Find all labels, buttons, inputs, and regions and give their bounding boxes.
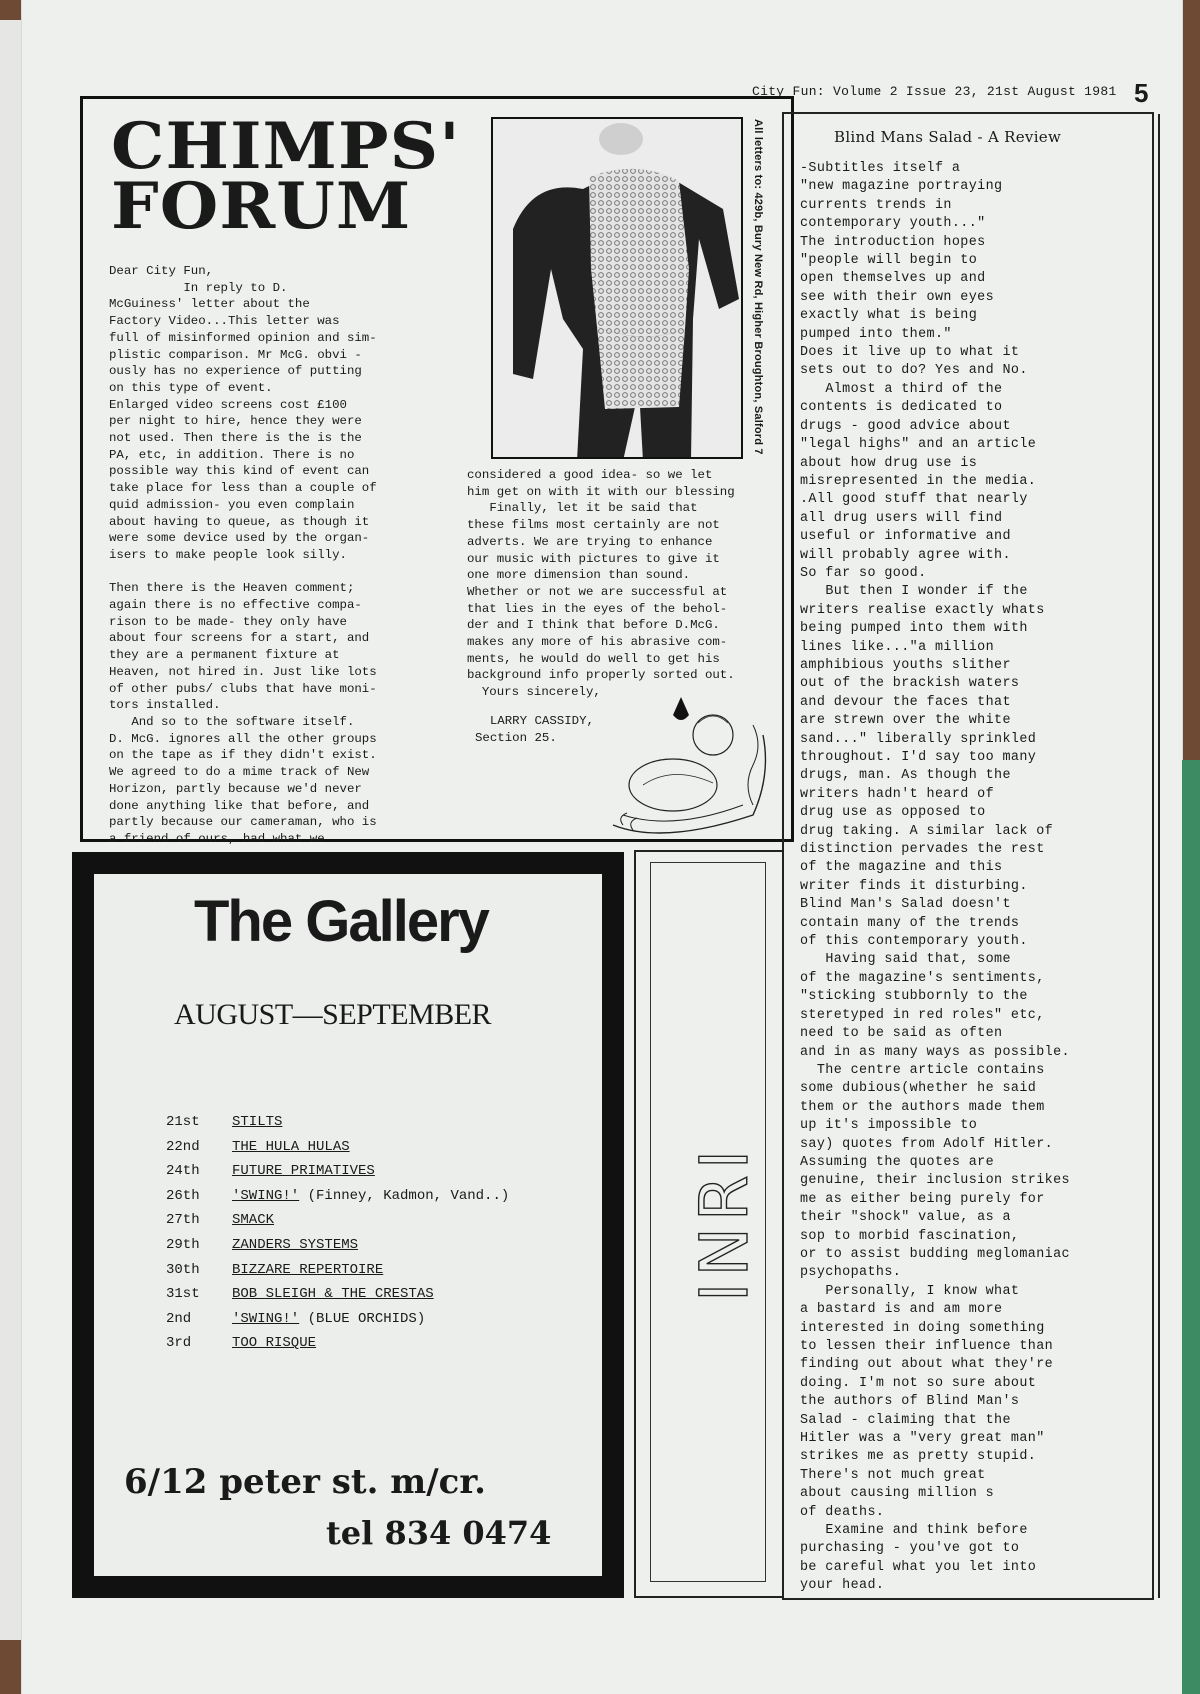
- listing-date: 31st: [166, 1286, 200, 1303]
- listing-row: [166, 1282, 509, 1307]
- gallery-advert: [72, 852, 624, 1598]
- listing-row: [166, 1110, 509, 1135]
- forum-title: [111, 109, 461, 244]
- green-background-edge: [1182, 760, 1200, 1694]
- chimps-forum-box: [80, 96, 794, 846]
- listing-row: [166, 1331, 509, 1356]
- listing-note: (Finney, Kadmon, Vand..): [299, 1187, 510, 1204]
- listing-act: SMACK: [232, 1212, 275, 1229]
- letter-signoff: LARRY CASSIDY, Section 25.: [475, 714, 594, 745]
- listing-row: [166, 1258, 509, 1283]
- listing-date: 26th: [166, 1187, 200, 1204]
- listing-note: (BLUE ORCHIDS): [299, 1310, 426, 1327]
- forum-title-line1: CHIMPS': [111, 109, 461, 184]
- magazine-page: [22, 0, 1182, 1694]
- gallery-address: 6/12 peter st. m/cr.: [124, 1462, 486, 1502]
- adjacent-page-edge: [0, 20, 24, 1640]
- forum-title-line2: FORUM: [111, 169, 412, 244]
- issue-header: City Fun: Volume 2 Issue 23, 21st August 1981: [752, 84, 1117, 99]
- listing-act: STILTS: [232, 1114, 283, 1130]
- listing-act: THE HULA HULAS: [232, 1138, 350, 1155]
- listing-act: TOO RISQUE: [232, 1335, 317, 1352]
- listing-act: ZANDERS SYSTEMS: [232, 1236, 359, 1253]
- figure-illustration: [493, 119, 743, 459]
- listing-date: 2nd: [166, 1310, 192, 1327]
- listing-date: 21st: [166, 1114, 200, 1130]
- banner-lettering: INRI: [686, 1143, 763, 1303]
- listing-date: 24th: [166, 1163, 200, 1180]
- listing-row: [166, 1159, 509, 1184]
- listing-row: [166, 1184, 509, 1209]
- gallery-title: The Gallery: [194, 889, 488, 954]
- listing-act: BOB SLEIGH & THE CRESTAS: [232, 1286, 434, 1303]
- gallery-telephone: tel 834 0474: [326, 1514, 552, 1552]
- banner-inner-frame: [650, 862, 766, 1582]
- fishnet-outfit-photo: [491, 117, 743, 459]
- letters-address-caption: All letters to: 429b, Bury New Rd, Higher Broughton, Salford 7: [752, 119, 764, 455]
- listing-date: 27th: [166, 1212, 200, 1229]
- listing-act: 'SWING!': [232, 1187, 300, 1204]
- listing-act: 'SWING!': [232, 1310, 300, 1327]
- listing-row: [166, 1307, 509, 1332]
- gallery-dates-heading: AUGUST—SEPTEMBER: [174, 998, 492, 1031]
- victorian-vignette-illustration: [603, 675, 773, 841]
- listing-date: 30th: [166, 1261, 200, 1278]
- listing-date: 22nd: [166, 1138, 200, 1155]
- listing-act: FUTURE PRIMATIVES: [232, 1163, 375, 1180]
- listing-date: 3rd: [166, 1335, 192, 1352]
- listing-row: [166, 1233, 509, 1258]
- letter-column-2: considered a good idea- so we let him get on with it with our blessing Finally, let it be said that these films most certainly are not adverts. We are trying to enhance our music with pictures to give it one more dimension than sound. Whether or not we are successful at that lies in the eyes of the behol- der and I think that before D.McG. makes any more of his abrasive com- ments, he would do well to get his background info properly sorted out. Yours sincerely,: [467, 468, 735, 700]
- page-number: 5: [1134, 78, 1149, 108]
- listing-date: 29th: [166, 1236, 200, 1253]
- review-body: -Subtitles itself a "new magazine portraying currents trends in contemporary youth..." The introduction hopes "people will begin to open themselves up and see with their own eyes exactly what is being pumped into them." Does it live up to what it sets out to do? Yes and No. Almost a third of the contents is dedicated to drugs - good advice about "legal highs" and an article about how drug use is misrepresented in the media. .All good stuff that nearly all drug users will find useful or informative and will probably agree with. So far so good. But then I wonder if the writers realise exactly whats being pumped into them with lines like..."a million amphibious youths slither out of the brackish waters and devour the faces that are strewn over the white sand..." liberally sprinkled throughout. I'd say too many drugs, man. As though the writers hadn't heard of drug use as opposed to drug taking. A similar lack of distinction pervades the rest of the magazine and this writer finds it disturbing. Blind Man's Salad doesn't contain many of the trends of this contemporary youth. Having said that, some of the magazine's sentiments, "sticking stubbornly to the steretyped in red roles" etc, need to be said as often and in as many ways as possible. The centre article contains some dubious(whether he said them or the authors made them up it's impossible to say) quotes from Adolf Hitler. Assuming the quotes are genuine, their inclusion strikes me as either being purely for their "shock" value, as a sop to morbid fascination, or to assist budding meglomaniac psychopaths. Personally, I know what a bastard is and am more interested in doing something to lessen their influence than finding out about what they're doing. I'm not so sure about the authors of Blind Man's Salad - claiming that the Hitler was a "very great man" strikes me as pretty stupid. There's not much great about causing million s of deaths. Examine and think before purchasing - you've got to be careful what you let into your head.: [800, 161, 1070, 1594]
- review-title: Blind Mans Salad - A Review: [834, 128, 1062, 146]
- listing-row: [166, 1208, 509, 1233]
- review-column-box: [782, 112, 1154, 1600]
- letter-column-1: Dear City Fun, In reply to D. McGuiness' letter about the Factory Video...This letter was full of misinformed opinion and sim- plistic comparison. Mr McG. obvi - ously has no experience of putting on this type of event. Enlarged video screens cost £100 per night to hire, hence they were not used. Then there is the is the PA, etc, in addition. There is no possible way this kind of event can take place for less than a couple of quid admission- you even complain about having to queue, as though it were some device used by the organ- isers to make people look silly. Then there is the Heaven comment; again there is no effective compa- rison to be made- they only have about four screens for a start, and they are a permanent fixture at Heaven, not hired in. Just like lots of other pubs/ clubs that have moni- tors installed. And so to the software itself. D. McG. ignores all the other groups on the tape as if they didn't exist. We agreed to do a mime track of New Horizon, partly because we'd never done anything like that before, and partly because our cameraman, who is a friend of ours, had what we: [109, 264, 377, 846]
- listing-act: BIZZARE REPERTOIRE: [232, 1261, 384, 1278]
- gig-listings: [166, 1110, 509, 1356]
- decorative-vertical-banner: [634, 850, 784, 1598]
- listing-row: [166, 1135, 509, 1160]
